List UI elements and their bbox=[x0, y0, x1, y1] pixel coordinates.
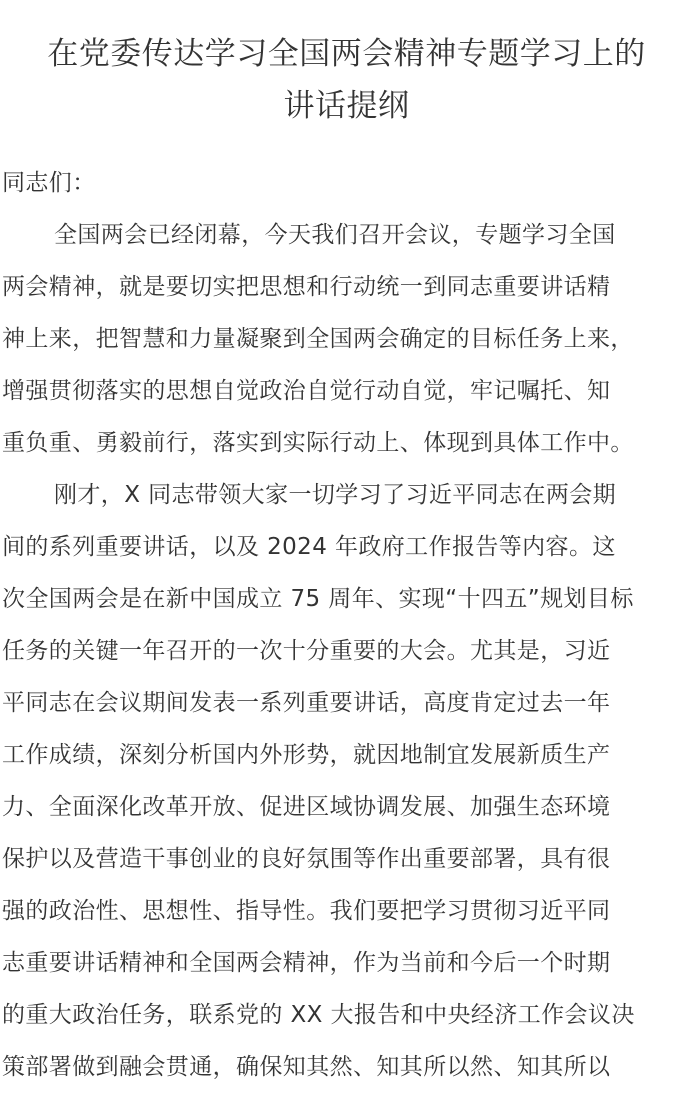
paragraph-line: 任务的关键一年召开的一次十分重要的大会。尤其是，习近 bbox=[2, 638, 611, 664]
paragraph-line: 增强贯彻落实的思想自觉政治自觉行动自觉，牢记嘱托、知 bbox=[2, 378, 611, 404]
paragraph-line: 两会精神，就是要切实把思想和行动统一到同志重要讲话精 bbox=[2, 274, 611, 300]
paragraph-line: 策部署做到融会贯通，确保知其然、知其所以然、知其所以 bbox=[2, 1054, 611, 1080]
paragraph-line: 平同志在会议期间发表一系列重要讲话，高度肯定过去一年 bbox=[2, 690, 611, 716]
paragraph-line: 间的系列重要讲话，以及 2024 年政府工作报告等内容。这 bbox=[2, 534, 616, 560]
paragraph-line: 全国两会已经闭幕，今天我们召开会议，专题学习全国 bbox=[54, 222, 616, 248]
document-title bbox=[0, 28, 693, 132]
paragraph-line: 志重要讲话精神和全国两会精神，作为当前和今后一个时期 bbox=[2, 950, 611, 976]
paragraph-line: 重负重、勇毅前行，落实到实际行动上、体现到具体工作中。 bbox=[2, 430, 634, 456]
paragraph-line: 的重大政治任务，联系党的 XX 大报告和中央经济工作会议决 bbox=[2, 1002, 635, 1028]
paragraph-line: 工作成绩，深刻分析国内外形势，就因地制宜发展新质生产 bbox=[2, 742, 611, 768]
paragraph-line: 神上来，把智慧和力量凝聚到全国两会确定的目标任务上来， bbox=[2, 326, 634, 352]
document-body bbox=[2, 157, 693, 1093]
paragraph-line: 次全国两会是在新中国成立 75 周年、实现“十四五”规划目标 bbox=[2, 586, 634, 612]
paragraph-line: 刚才，X 同志带领大家一切学习了习近平同志在两会期 bbox=[54, 482, 617, 508]
paragraph-2 bbox=[2, 469, 693, 1093]
paragraph-line: 强的政治性、思想性、指导性。我们要把学习贯彻习近平同 bbox=[2, 898, 611, 924]
title-line: 讲话提纲 bbox=[283, 88, 410, 124]
salutation: 同志们： bbox=[2, 170, 96, 196]
paragraph-1 bbox=[2, 209, 693, 469]
paragraph-line: 保护以及营造干事创业的良好氛围等作出重要部署，具有很 bbox=[2, 846, 611, 872]
paragraph-line: 力、全面深化改革开放、促进区域协调发展、加强生态环境 bbox=[2, 794, 611, 820]
title-line: 在党委传达学习全国两会精神专题学习上的 bbox=[47, 36, 646, 72]
